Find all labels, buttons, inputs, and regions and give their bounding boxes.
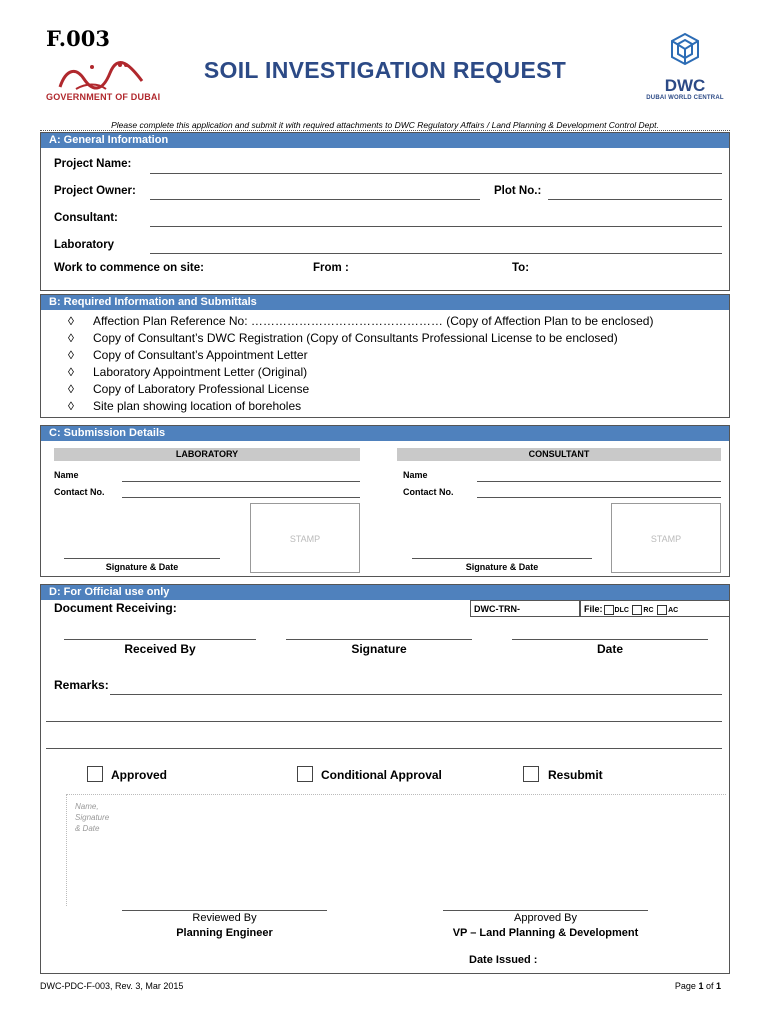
dwc-subtext: DUBAI WORLD CENTRAL (646, 95, 724, 101)
resubmit-checkbox[interactable] (523, 766, 539, 782)
remarks-line-1[interactable] (110, 694, 722, 695)
dlc-label: DLC (614, 607, 629, 614)
list-item-text: Copy of Consultant’s Appointment Letter (93, 348, 308, 362)
date-hint: & Date (75, 824, 100, 833)
section-heading: C: Submission Details (41, 426, 729, 441)
laboratory-label: Laboratory (54, 239, 115, 251)
plot-no-label: Plot No.: (494, 185, 542, 197)
ac-checkbox[interactable] (657, 605, 667, 615)
approved-checkbox[interactable] (87, 766, 103, 782)
government-of-dubai-text: GOVERNMENT OF DUBAI (46, 92, 161, 102)
consultant-contact-field[interactable] (477, 497, 721, 498)
approved-by-label: Approved By (514, 912, 577, 924)
received-by-line[interactable] (64, 639, 256, 640)
date-label: Date (596, 642, 623, 656)
page-title: SOIL INVESTIGATION REQUEST (203, 57, 567, 83)
list-item-text: Copy of Laboratory Professional License (93, 382, 310, 396)
document-receiving-label: Document Receiving: (54, 601, 177, 615)
document-reference: DWC-PDC-F-003, Rev. 3, Mar 2015 (40, 981, 184, 991)
date-line[interactable] (512, 639, 708, 640)
plot-no-field[interactable] (548, 199, 722, 200)
laboratory-column-header: LABORATORY (54, 448, 360, 461)
consultant-field[interactable] (150, 226, 722, 227)
list-item (68, 365, 718, 382)
consultant-signature-label: Signature & Date (465, 562, 539, 572)
remarks-label: Remarks: (54, 678, 109, 692)
section-heading: B: Required Information and Submittals (41, 295, 729, 310)
page-of: of (703, 981, 716, 991)
name-hint: Name, (75, 802, 99, 811)
page-indicator (620, 981, 721, 991)
dwc-emblem-icon (640, 32, 730, 72)
list-item-text: Laboratory Appointment Letter (Original) (93, 365, 308, 379)
reviewed-by-label: Reviewed By (192, 912, 257, 924)
divider (40, 130, 730, 131)
list-item-text: Copy of Consultant’s DWC Registration (Copy of Consultants Professional License to be enclosed) (93, 331, 618, 345)
remarks-line-3[interactable] (46, 748, 722, 749)
signature-hint: Signature (75, 813, 110, 822)
to-label: To: (512, 262, 530, 274)
diamond-bullet-icon: ◊ (68, 348, 74, 362)
conditional-approval-label: Conditional Approval (321, 768, 442, 782)
list-item (68, 399, 718, 416)
rc-checkbox[interactable] (632, 605, 642, 615)
page-number: 1 (698, 981, 704, 991)
consultant-label: Consultant: (54, 212, 118, 224)
lab-signature-line[interactable] (64, 558, 220, 559)
date-issued-label: Date Issued : (469, 954, 538, 966)
page-prefix: Page (674, 981, 699, 991)
work-commence-label: Work to commence on site: (54, 262, 204, 274)
lab-stamp-box[interactable] (250, 503, 360, 573)
dlc-checkbox[interactable] (604, 605, 614, 615)
received-by-label: Received By (124, 642, 196, 656)
list-item-text: Affection Plan Reference No: ………………………………………… (Copy of Affection Plan to be enclosed) (93, 314, 654, 328)
section-heading: A: General Information (41, 133, 729, 148)
lab-contact-field[interactable] (122, 497, 360, 498)
diamond-bullet-icon: ◊ (68, 365, 74, 379)
page-total: 1 (715, 981, 721, 991)
reviewed-by-line[interactable] (122, 910, 327, 911)
dwc-trn-box[interactable] (470, 600, 580, 617)
lab-contact-label: Contact No. (54, 487, 105, 497)
list-item-text: Site plan showing location of boreholes (93, 399, 302, 413)
remarks-line-2[interactable] (46, 721, 722, 722)
stamp-label: STAMP (289, 534, 321, 544)
consultant-contact-label: Contact No. (403, 487, 454, 497)
file-box (580, 600, 730, 617)
consultant-stamp-box[interactable] (611, 503, 721, 573)
form-code: F.003 (46, 26, 110, 51)
signature-label: Signature (351, 642, 407, 656)
project-name-label: Project Name: (54, 158, 132, 170)
consultant-name-field[interactable] (477, 481, 721, 482)
lab-name-label: Name (54, 470, 79, 480)
lab-signature-label: Signature & Date (105, 562, 179, 572)
lab-name-field[interactable] (122, 481, 360, 482)
diamond-bullet-icon: ◊ (68, 399, 74, 413)
planning-engineer-label: Planning Engineer (176, 927, 273, 939)
approved-by-line[interactable] (443, 910, 648, 911)
list-item (68, 382, 718, 399)
consultant-name-label: Name (403, 470, 428, 480)
dwc-logo (640, 32, 730, 112)
project-owner-label: Project Owner: (54, 185, 136, 197)
consultant-signature-line[interactable] (412, 558, 592, 559)
rc-label: RC (643, 607, 654, 614)
project-name-field[interactable] (150, 173, 722, 174)
dwc-text: DWC (664, 76, 706, 95)
from-label: From : (313, 262, 349, 274)
list-item (68, 314, 718, 331)
laboratory-field[interactable] (150, 253, 722, 254)
approved-label: Approved (111, 768, 168, 782)
stamp-label: STAMP (650, 534, 682, 544)
list-item (68, 331, 718, 348)
submittals-list (68, 314, 718, 416)
diamond-bullet-icon: ◊ (68, 331, 74, 345)
file-label: File: (584, 604, 603, 614)
project-owner-field[interactable] (150, 199, 480, 200)
diamond-bullet-icon: ◊ (68, 314, 74, 328)
diamond-bullet-icon: ◊ (68, 382, 74, 396)
consultant-column-header: CONSULTANT (397, 448, 721, 461)
signature-area[interactable] (66, 794, 726, 906)
conditional-approval-checkbox[interactable] (297, 766, 313, 782)
section-heading: D: For Official use only (41, 585, 729, 600)
resubmit-label: Resubmit (548, 768, 603, 782)
list-item (68, 348, 718, 365)
signature-line[interactable] (286, 639, 472, 640)
dwc-trn-label: DWC-TRN- (474, 604, 520, 614)
vp-label: VP – Land Planning & Development (452, 927, 639, 939)
instruction-text: Please complete this application and submit it with required attachments to DWC Regulatory Affairs / Land Planning & Development Control Dept. (111, 120, 659, 130)
ac-label: AC (668, 607, 679, 614)
